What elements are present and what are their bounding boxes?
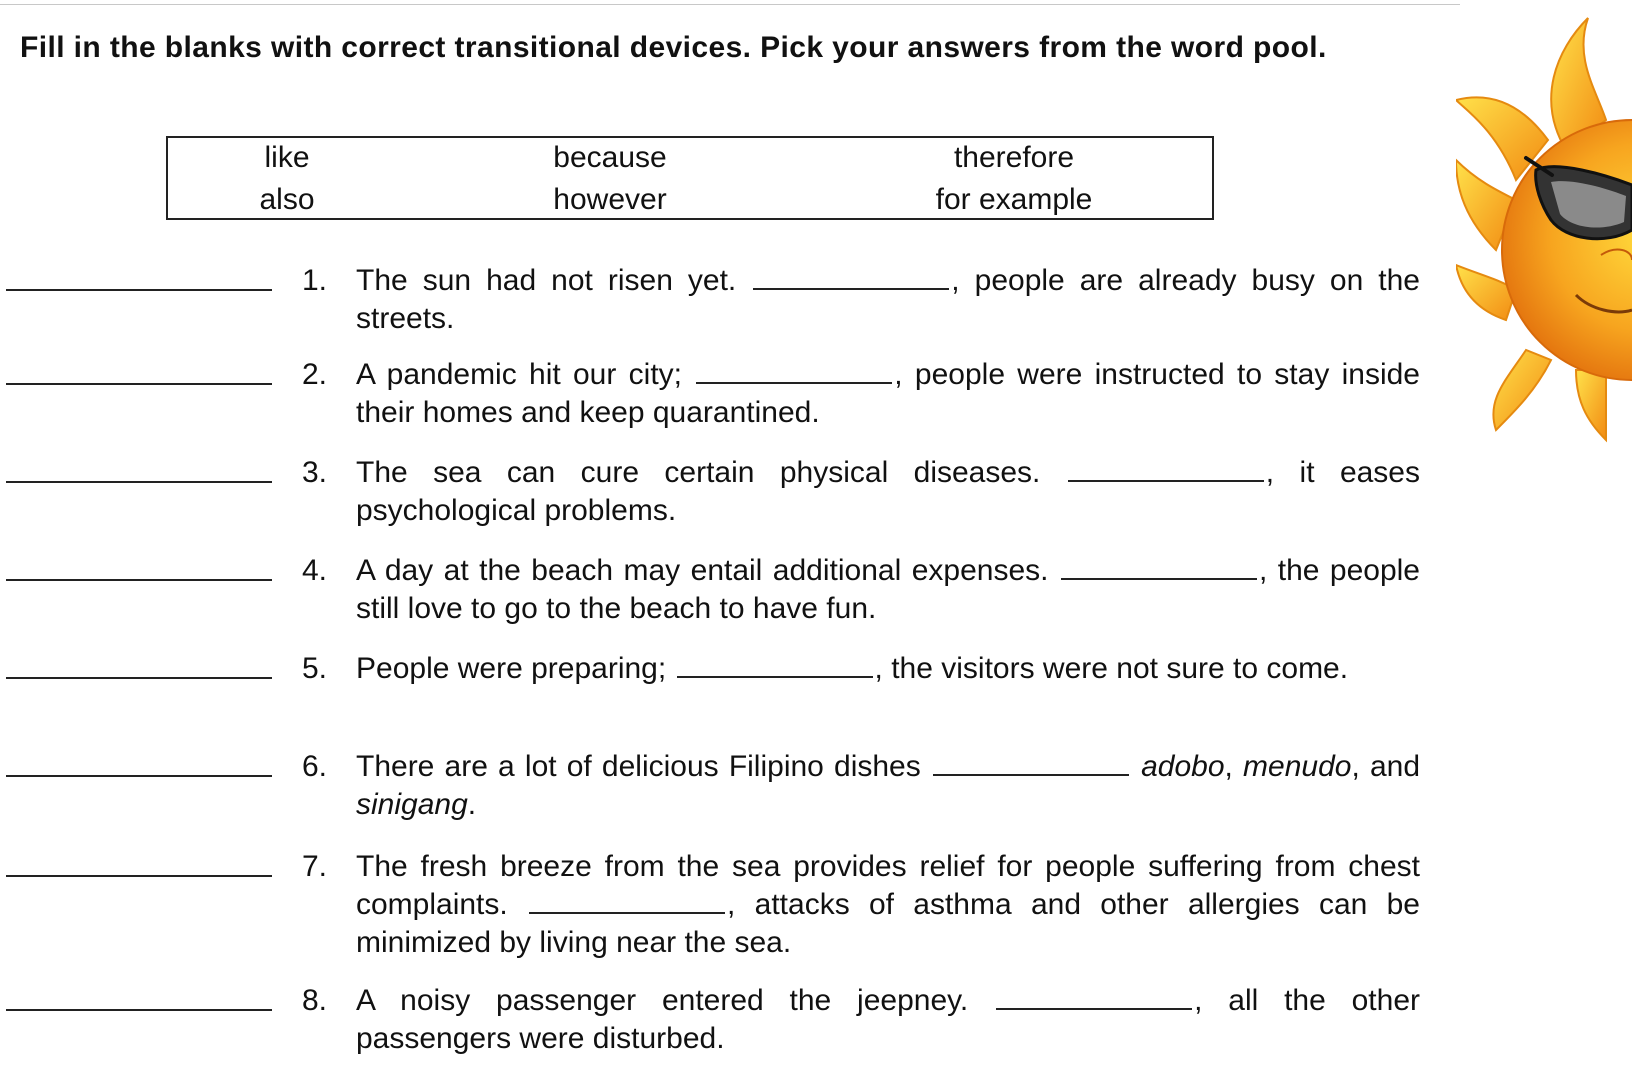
dish-name: adobo xyxy=(1141,750,1225,783)
punctuation: , xyxy=(1224,750,1244,783)
item-number: 6. xyxy=(302,750,328,783)
word-pool-item: therefore xyxy=(953,141,1075,174)
item-text xyxy=(356,552,1420,628)
item-text xyxy=(356,356,1420,432)
word-pool-item: because xyxy=(553,141,667,174)
sun-with-sunglasses-icon xyxy=(1456,10,1632,450)
item-text xyxy=(356,848,1420,962)
punctuation: , and xyxy=(1351,750,1421,783)
instructions: Fill in the blanks with correct transitional devices. Pick your answers from the word pool. xyxy=(20,31,1327,64)
answer-line[interactable] xyxy=(6,481,272,483)
item-text-before: A day at the beach may entail additional expenses. xyxy=(356,554,1049,587)
item-text-after: , people are already busy on the streets. xyxy=(356,264,1420,335)
item-text xyxy=(356,262,1420,338)
dish-name: menudo xyxy=(1243,750,1352,783)
item-text-before: There are a lot of delicious Filipino dishes xyxy=(356,750,921,783)
inline-blank[interactable] xyxy=(933,774,1129,776)
item-text-before: The fresh breeze from the sea provides relief for people suffering from chest complaints. xyxy=(356,850,1420,921)
item-text-after: , it eases psychological problems. xyxy=(356,456,1420,527)
inline-blank[interactable] xyxy=(753,288,949,290)
item-text-before: A pandemic hit our city; xyxy=(356,358,682,391)
answer-line[interactable] xyxy=(6,775,272,777)
item-text xyxy=(356,650,1420,688)
inline-blank[interactable] xyxy=(677,676,873,678)
item-text-before: The sea can cure certain physical diseases. xyxy=(356,456,1041,489)
item-text-after: , the people still love to go to the beach to have fun. xyxy=(356,554,1420,625)
answer-line[interactable] xyxy=(6,875,272,877)
item-text xyxy=(356,982,1420,1058)
punctuation: . xyxy=(467,788,477,821)
item-text-after: , attacks of asthma and other allergies can be minimized by living near the sea. xyxy=(356,888,1420,959)
item-number: 2. xyxy=(302,358,328,391)
item-number: 3. xyxy=(302,456,328,489)
item-number: 7. xyxy=(302,850,328,883)
answer-line[interactable] xyxy=(6,579,272,581)
word-pool-item: also xyxy=(259,183,315,216)
inline-blank[interactable] xyxy=(1061,578,1257,580)
item-number: 8. xyxy=(302,984,328,1017)
item-text xyxy=(356,748,1420,824)
inline-blank[interactable] xyxy=(696,382,892,384)
item-text-after: , all the other passengers were disturbed. xyxy=(356,984,1421,1055)
top-rule xyxy=(0,4,1460,5)
word-pool-item: like xyxy=(264,141,310,174)
answer-line[interactable] xyxy=(6,383,272,385)
answer-line[interactable] xyxy=(6,1009,272,1011)
dish-name: sinigang xyxy=(356,788,468,821)
item-text-after: , people were instructed to stay inside their homes and keep quarantined. xyxy=(356,358,1420,429)
inline-blank[interactable] xyxy=(1068,480,1264,482)
item-number: 1. xyxy=(302,264,328,297)
item-text-before: People were preparing; xyxy=(356,652,667,685)
answer-line[interactable] xyxy=(6,289,272,291)
item-number: 5. xyxy=(302,652,328,685)
item-text-before: The sun had not risen yet. xyxy=(356,264,737,297)
inline-blank[interactable] xyxy=(996,1008,1192,1010)
item-text-after: , the visitors were not sure to come. xyxy=(874,652,1349,685)
answer-line[interactable] xyxy=(6,677,272,679)
item-text-before: A noisy passenger entered the jeepney. xyxy=(356,984,969,1017)
word-pool-item: however xyxy=(553,183,667,216)
word-pool-item: for example xyxy=(935,183,1093,216)
word-pool xyxy=(166,136,1214,220)
item-text xyxy=(356,454,1420,530)
inline-blank[interactable] xyxy=(529,912,725,914)
item-number: 4. xyxy=(302,554,328,587)
